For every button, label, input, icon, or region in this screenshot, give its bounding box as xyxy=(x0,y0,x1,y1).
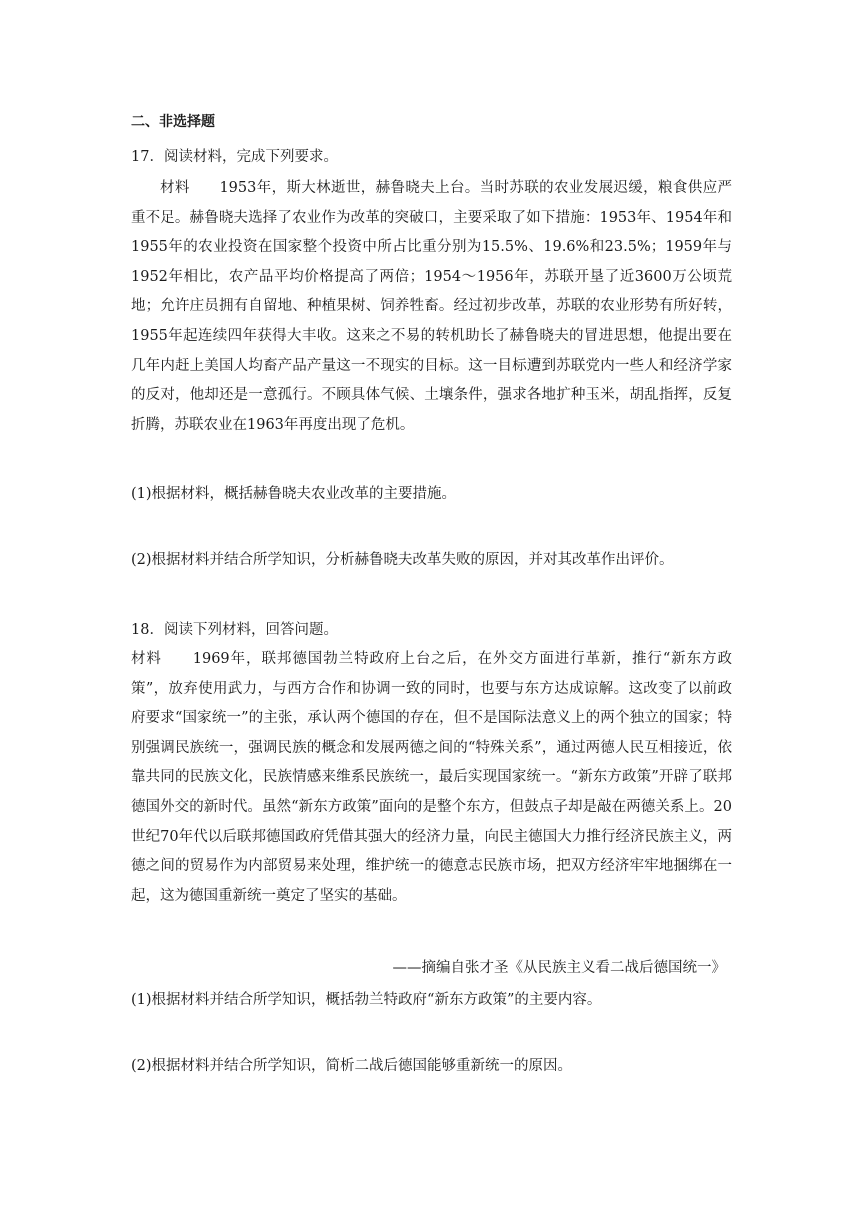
question-17-material: 材料 1953年，斯大林逝世，赫鲁晓夫上台。当时苏联的农业发展迟缓，粮食供应严重不足。赫鲁晓夫选择了农业作为改革的突破口，主要采取了如下措施：1953年、1954年和1955年的农业投资在国家整个投资中所占比重分别为15.5%、19.6%和23.5%；1959年与1952年相比，农产品平均价格提高了两倍；1954～1956年，苏联开垦了近3600万公顷荒地；允许庄员拥有自留地、种植果树、饲养牲畜。经过初步改革，苏联的农业形势有所好转，1955年起连续四年获得大丰收。这来之不易的转机助长了赫鲁晓夫的冒进思想，他提出要在几年内赶上美国人均畜产品产量这一不现实的目标。这一目标遭到苏联党内一些人和经济学家的反对，他却还是一意孤行。不顾具体气候、土壤条件，强求各地扩种玉米，胡乱指挥，反复折腾，苏联农业在1963年再度出现了危机。 xyxy=(131,180,732,433)
question-18-subquestion-2: (2)根据材料并结合所学知识，简析二战后德国能够重新统一的原因。 xyxy=(131,1058,573,1074)
question-17-stem: 17．阅读材料，完成下列要求。 xyxy=(131,149,338,165)
question-18-stem: 18．阅读下列材料，回答问题。 xyxy=(131,622,338,638)
question-18-subquestion-1: (1)根据材料并结合所学知识，概括勃兰特政府“新东方政策”的主要内容。 xyxy=(131,992,602,1008)
question-17-subquestion-2: (2)根据材料并结合所学知识，分析赫鲁晓夫改革失败的原因，并对其改革作出评价。 xyxy=(131,552,674,568)
question-18-material: 材料 1969年，联邦德国勃兰特政府上台之后，在外交方面进行革新，推行“新东方政策”，放弃使用武力，与西方合作和协调一致的同时，也要与东方达成谅解。这改变了以前政府要求“国家统一”的主张，承认两个德国的存在，但不是国际法意义上的两个独立的国家；特别强调民族统一，强调民族的概念和发展两德之间的“特殊关系”，通过两德人民互相接近，依靠共同的民族文化，民族情感来维系民族统一，最后实现国家统一。“新东方政策”开辟了联邦德国外交的新时代。虽然“新东方政策”面向的是整个东方，但鼓点子却是敲在两德关系上。20世纪70年代以后联邦德国政府凭借其强大的经济力量，向民主德国大力推行经济民族主义，两德之间的贸易作为内部贸易来处理，维护统一的德意志民族市场，把双方经济牢牢地捆绑在一起，这为德国重新统一奠定了坚实的基础。 xyxy=(131,651,732,904)
question-17-subquestion-1: (1)根据材料，概括赫鲁晓夫农业改革的主要措施。 xyxy=(131,486,457,502)
question-18-source: ——摘编自张才圣《从民族主义看二战后德国统一》 xyxy=(392,960,726,976)
section-title: 二、非选择题 xyxy=(131,114,215,130)
